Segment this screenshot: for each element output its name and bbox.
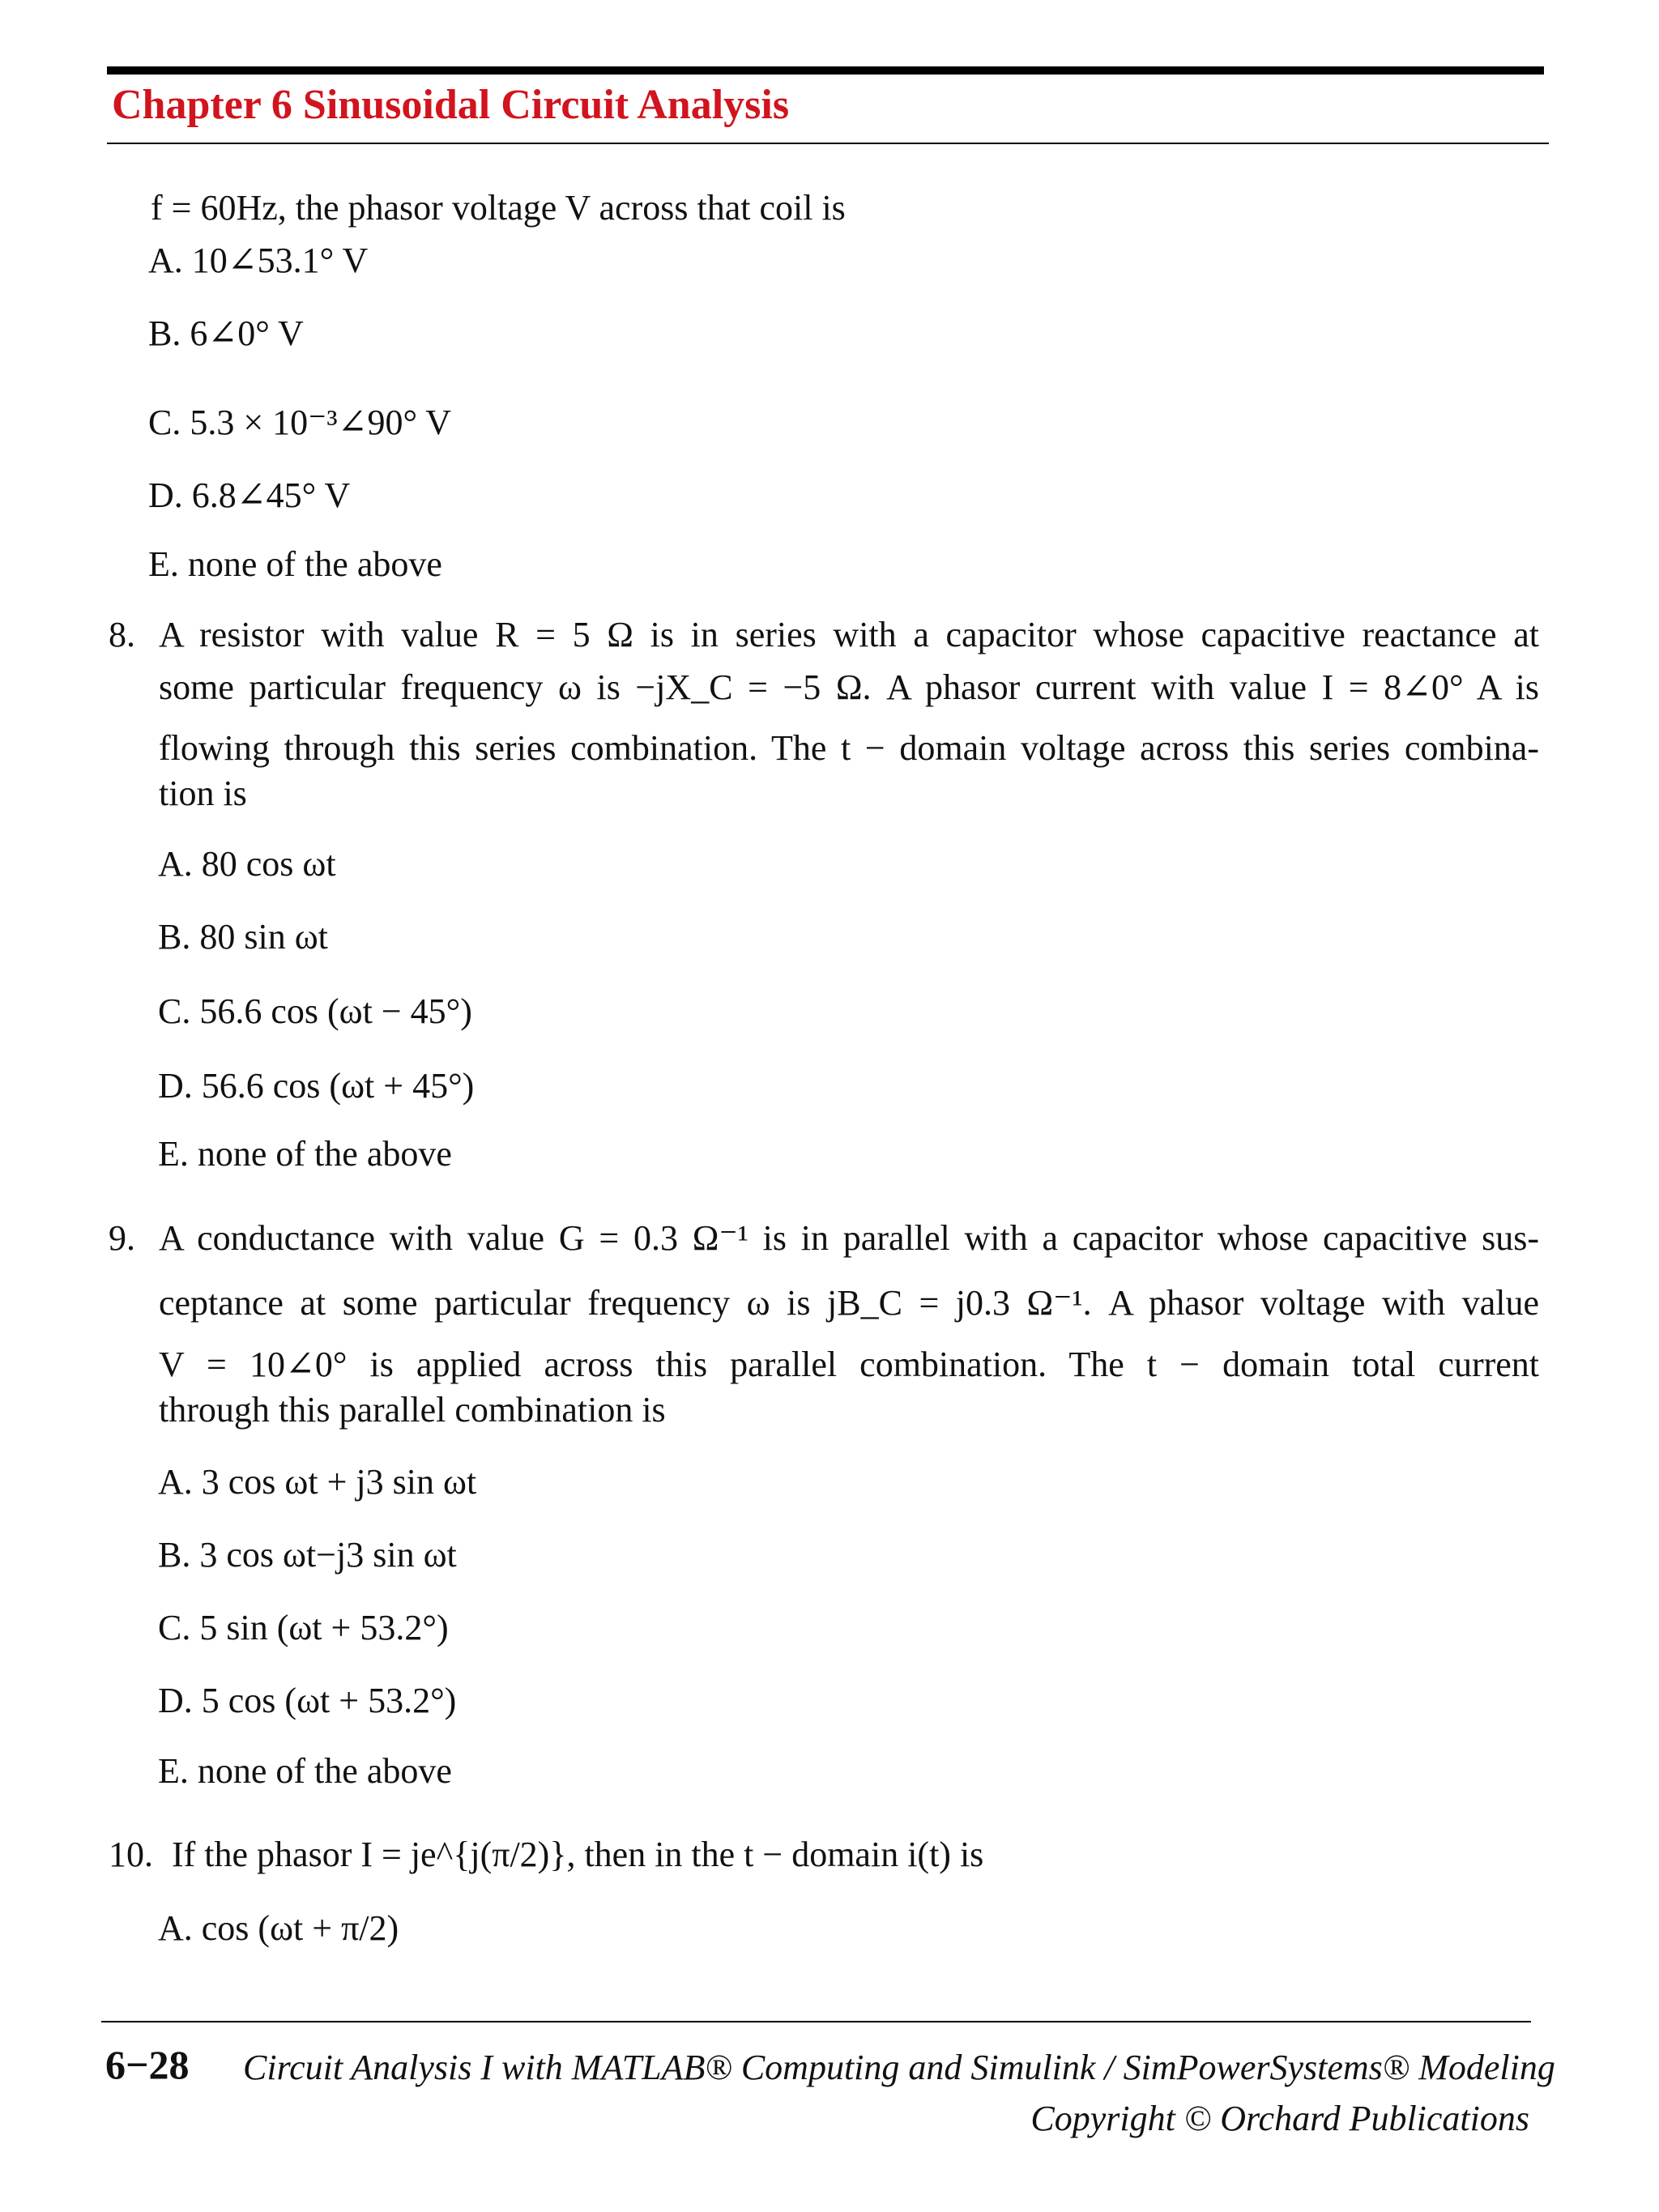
q9-line-4: through this parallel combination is — [159, 1390, 666, 1430]
q8-answer-e: E. none of the above — [158, 1134, 452, 1174]
q7-answer-d: D. 6.8∠45° V — [148, 475, 351, 515]
q10-answer-a: A. cos (ωt + π/2) — [158, 1908, 399, 1948]
header-rule — [107, 66, 1544, 75]
q9-answer-c: C. 5 sin (ωt + 53.2°) — [158, 1608, 449, 1647]
q7-answer-e: E. none of the above — [148, 544, 442, 584]
header-underline — [107, 143, 1549, 144]
q8-answer-d: D. 56.6 cos (ωt + 45°) — [158, 1066, 475, 1106]
q8-line-2: some particular frequency ω is −jX_C = −5 Ω. A phasor current with value I = 8∠0° A is — [159, 667, 1539, 707]
q8-line-3: flowing through this series combination. The t − domain voltage across this series combina- — [159, 728, 1539, 768]
page-number: 6−28 — [105, 2042, 190, 2087]
q8-line-4: tion is — [159, 774, 247, 813]
footer-rule — [101, 2021, 1531, 2022]
footer-book-title: Circuit Analysis I with MATLAB® Computing and Simulink / SimPowerSystems® Modeling — [243, 2048, 1555, 2087]
footer-copyright: Copyright © Orchard Publications — [1030, 2099, 1529, 2138]
q8-answer-b: B. 80 sin ωt — [158, 917, 328, 957]
q7-answer-b: B. 6∠0° V — [148, 313, 304, 353]
q10-text: If the phasor I = je^{j(π/2)}, then in the t − domain i(t) is — [172, 1835, 984, 1874]
q9-line-1: A conductance with value G = 0.3 Ω⁻¹ is in parallel with a capacitor whose capacitive sus- — [159, 1218, 1539, 1258]
q9-answer-e: E. none of the above — [158, 1751, 452, 1791]
q9-line-2: ceptance at some particular frequency ω is jB_C = j0.3 Ω⁻¹. A phasor voltage with value — [159, 1283, 1539, 1323]
q9-number: 9. — [109, 1218, 135, 1258]
q10-number: 10. — [109, 1835, 153, 1874]
q7-answer-a: A. 10∠53.1° V — [148, 241, 369, 280]
q9-answer-a: A. 3 cos ωt + j3 sin ωt — [158, 1462, 477, 1502]
q7-answer-c: C. 5.3 × 10⁻³∠90° V — [148, 403, 452, 442]
q8-line-1: A resistor with value R = 5 Ω is in series with a capacitor whose capacitive reactance at — [159, 615, 1539, 654]
q8-number: 8. — [109, 615, 135, 654]
q9-answer-b: B. 3 cos ωt−j3 sin ωt — [158, 1535, 457, 1575]
chapter-title: Chapter 6 Sinusoidal Circuit Analysis — [112, 82, 790, 128]
q9-line-3: V = 10∠0° is applied across this parallel combination. The t − domain total current — [159, 1345, 1539, 1384]
q9-answer-d: D. 5 cos (ωt + 53.2°) — [158, 1681, 457, 1720]
q7-text: f = 60Hz, the phasor voltage V across that coil is — [151, 188, 846, 228]
q8-answer-a: A. 80 cos ωt — [158, 844, 336, 884]
q8-answer-c: C. 56.6 cos (ωt − 45°) — [158, 991, 472, 1031]
